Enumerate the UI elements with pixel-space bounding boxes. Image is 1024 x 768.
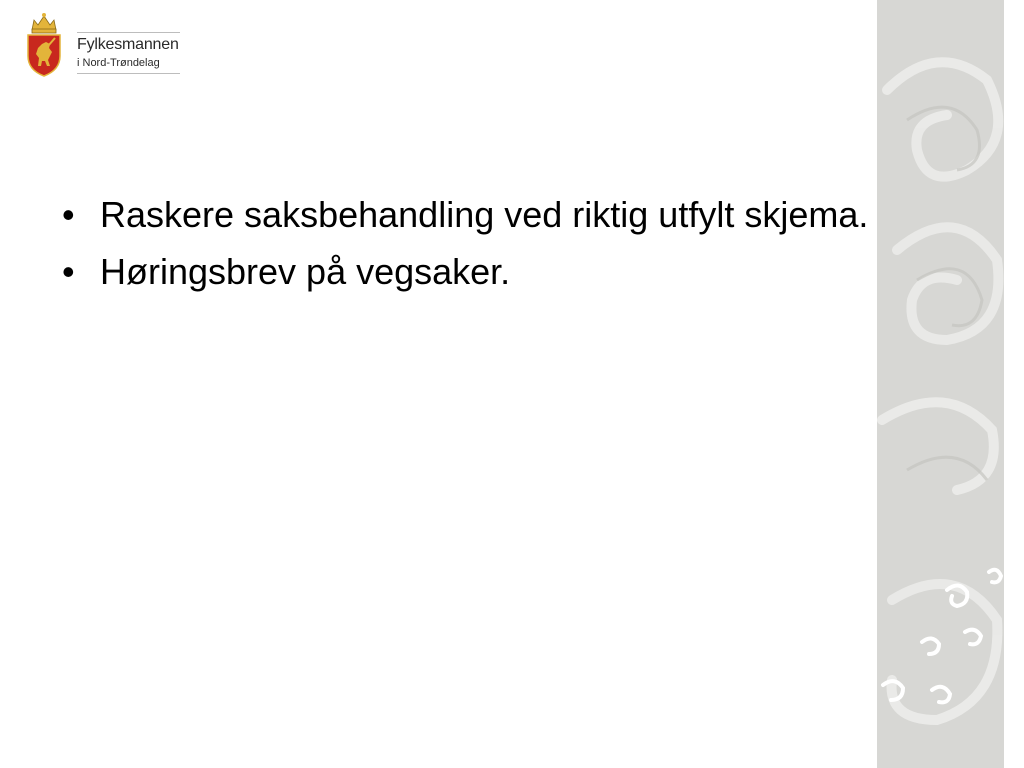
org-name: Fylkesmannen [77,36,179,53]
decorative-side-band [877,0,1004,768]
bullet-list [60,190,910,297]
org-subtitle: i Nord-Trøndelag [77,57,160,69]
spiral-pattern-icon [877,0,1004,768]
coat-of-arms-icon [24,8,64,78]
bullet-text: Høringsbrev på vegsaker. [100,251,511,292]
bullet-text: Raskere saksbehandling ved riktig utfylt skjema. [100,194,869,235]
bullet-item [60,247,910,297]
bullet-marker: • [62,194,75,235]
slide-content [60,190,910,304]
logo [24,8,184,78]
logo-rule-bottom [77,73,180,74]
bullet-marker: • [62,251,75,292]
bullet-item [60,190,910,240]
logo-rule-top [77,32,180,33]
